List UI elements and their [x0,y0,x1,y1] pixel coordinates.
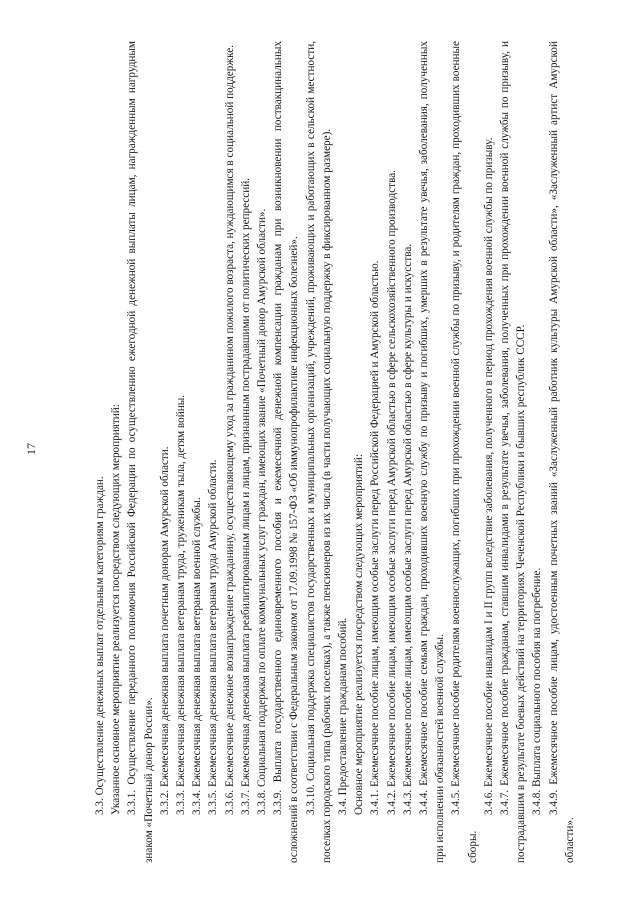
paragraph-3-4-2: 3.4.2. Ежемесячное пособие лицам, имеющим особые заслуги перед Амурской областью в сфере сельскохозяйственного производства. [385,170,398,815]
page-number: 17 [24,443,38,455]
paragraph-3-4-9: 3.4.9. Ежемесячное пособие лицам, удостоенным почетных званий «Заслуженный работник культуры Амурской области», «Заслуженный артист Амурской области». [547,41,576,863]
paragraph-3-4-intro: Основное мероприятие реализуется посредством следующих мероприятий: [353,454,366,815]
paragraph-3-3-6: 3.3.6. Ежемесячное денежное вознаграждение гражданину, осуществляющему уход за гражданином пожилого возраста, нуждающимся в социальной поддержке. [223,44,236,815]
paragraph-3-3-9: 3.3.9. Выплата государственного единовременного пособия и ежемесячной денежной компенсации гражданам при возникновении поствакцинальных осложнений в соответствии с Федеральным законом от 17.09.1998 № 157-ФЗ «Об иммунопрофилактике инфекционных болезней». [272,41,301,863]
paragraph-3-4-1: 3.4.1. Ежемесячное пособие лицам, имеющим особые заслуги перед Российской Федерацией и Амурской областью. [369,260,382,815]
paragraph-3-3-10: 3.3.10. Социальная поддержка специалистов государственных и муниципальных организаций, учреждений, проживающих и работающих в сельской местности, поселках городского типа (рабочих поселках), а также пенсионеров из их числа (в части получающих социальную поддержку в фиксированном размере). [304,41,333,863]
paragraph-3-3-4: 3.3.4. Ежемесячная денежная выплата ветеранам военной службы. [191,497,204,815]
paragraph-3-3-1: 3.3.1. Осуществление переданного полномочия Российской Федерации по осуществлению ежегодной денежной выплаты лицам, награжденным нагрудным знаком «Почетный донор России». [126,41,155,863]
paragraph-3-4-8: 3.4.8. Выплата социального пособия на погребение. [531,567,544,815]
paragraph-3-4-6: 3.4.6. Ежемесячное пособие инвалидам I и II групп вследствие заболевания, полученного в период прохождения военной службы по призыву. [482,137,495,815]
paragraph-3-4: 3.4. Предоставление гражданам пособий. [337,617,350,815]
paragraph-3-3-intro: Указанное основное мероприятие реализуется посредством следующих мероприятий: [110,404,123,815]
paragraph-3-3-8: 3.3.8. Социальная поддержка по оплате коммунальных услуг граждан, имеющих звание «Почетный донор Амурской области». [256,208,269,815]
document-body [92,41,578,863]
paragraph-3-3: 3.3. Осуществление денежных выплат отдельным категориям граждан. [94,476,106,815]
paragraph-3-4-4: 3.4.4. Ежемесячное пособие семьям граждан, проходивших военную службу по призыву и погибших, умерших в результате увечья, заболевания, полученных при исполнении обязанностей военной службы. [418,41,447,863]
paragraph-3-4-3: 3.4.3. Ежемесячное пособие лицам, имеющим особые заслуги перед Амурской областью в сфере культуры и искусства. [401,243,414,815]
paragraph-3-3-5: 3.3.5. Ежемесячная денежная выплата ветеранам труда Амурской области. [207,459,220,815]
paragraph-3-3-3: 3.3.3. Ежемесячная денежная выплата ветеранам труда, труженикам тыла, детям войны. [175,394,188,815]
paragraph-3-4-7: 3.4.7. Ежемесячное пособие гражданам, ставшим инвалидами в результате увечья, заболевания, полученных при прохождении военной службы по призыву, и пострадавшим в результате боевых действий на территориях Чеченской Республики и бывших республик СССР. [499,41,528,863]
paragraph-3-4-5: 3.4.5. Ежемесячное пособие родителям военнослужащих, погибших при прохождении военной службы по призыву, и родителям граждан, проходивших военные сборы. [450,41,479,863]
paragraph-3-3-2: 3.3.2. Ежемесячная денежная выплата почетным донорам Амурской области. [158,446,171,815]
paragraph-3-3-7: 3.3.7. Ежемесячная денежная выплата реабилитированным лицам и лицам, признанным пострадавшими от политических репрессий. [239,177,252,815]
